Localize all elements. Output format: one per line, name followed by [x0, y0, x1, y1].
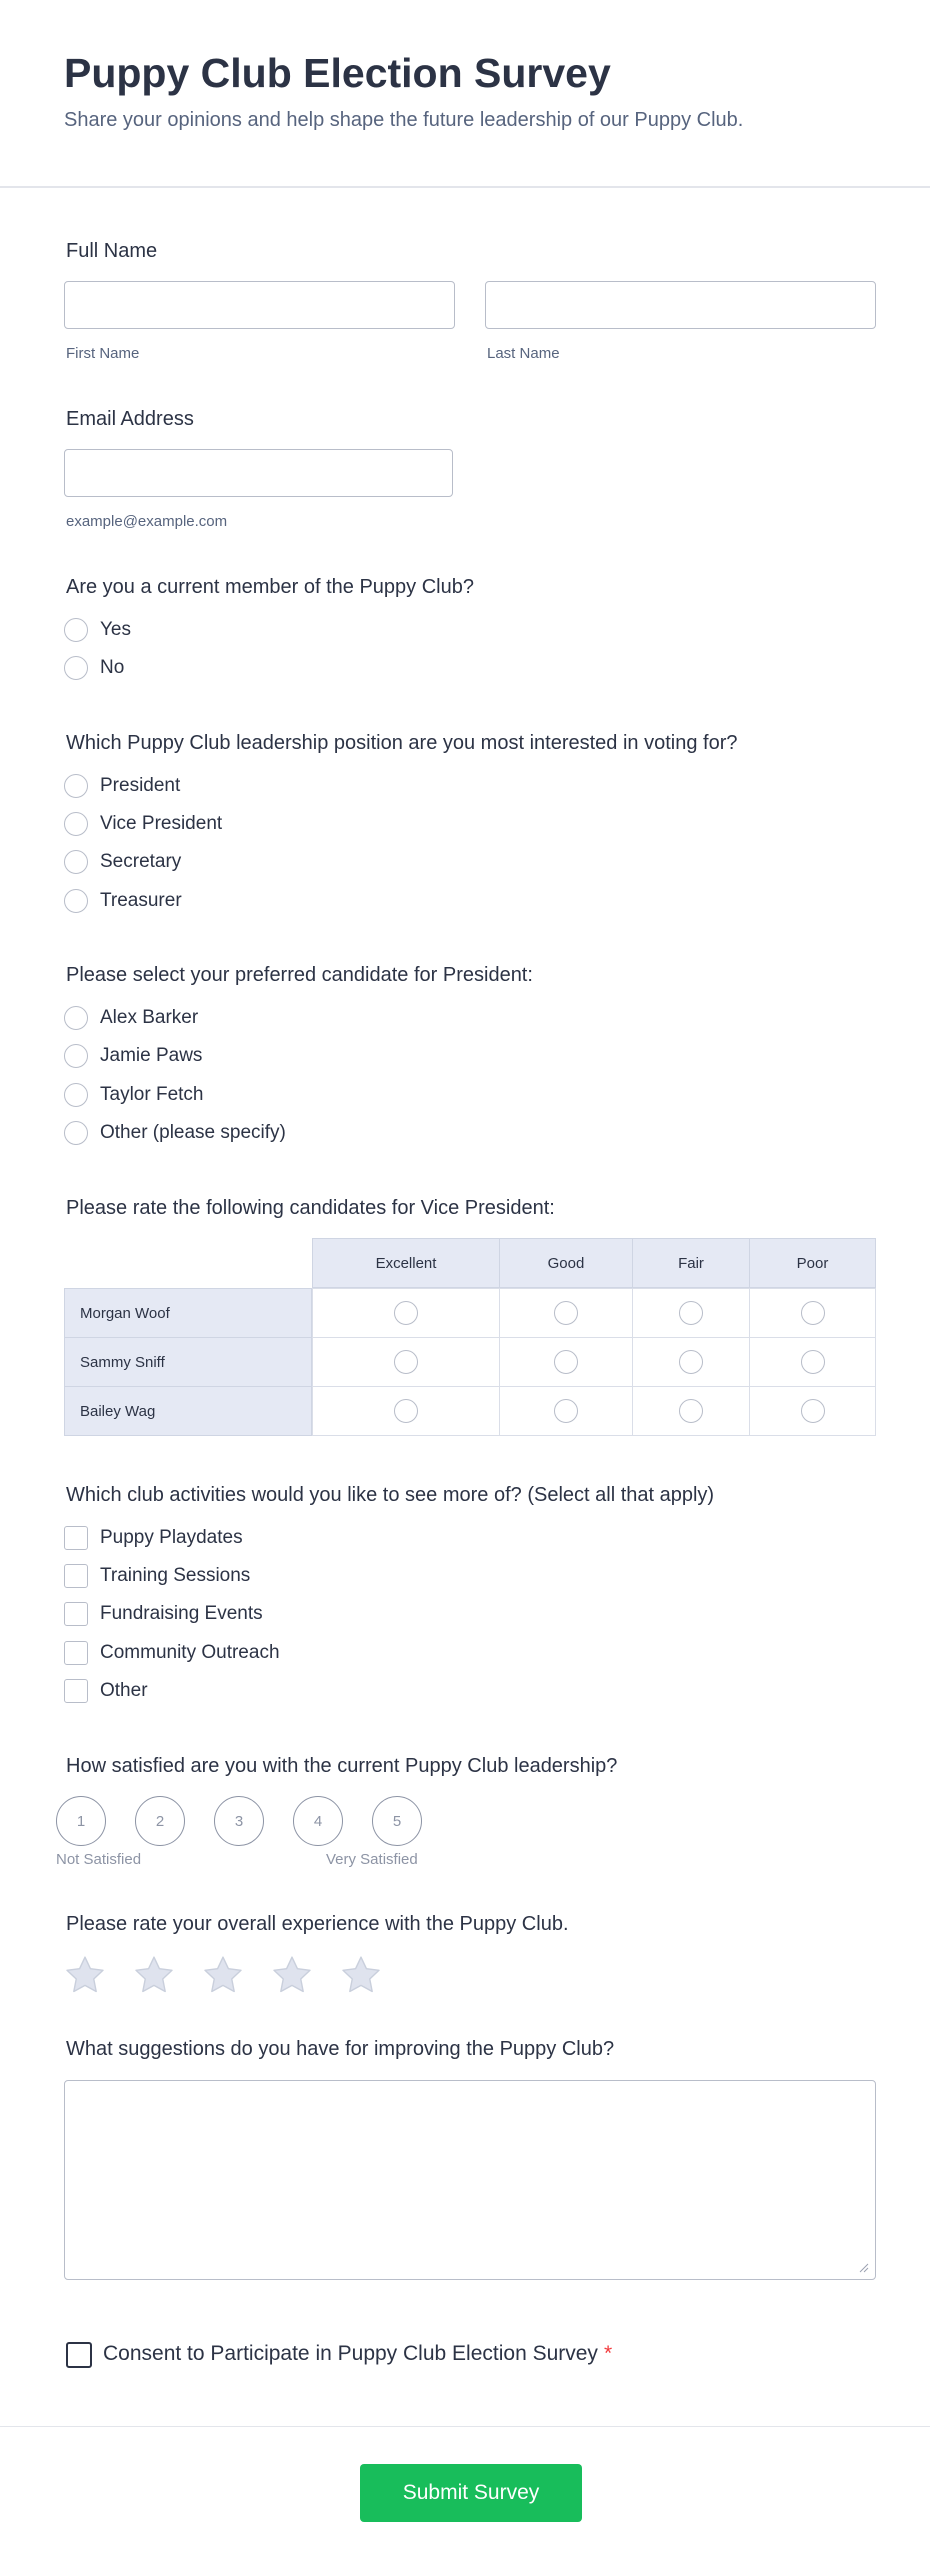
- star-icon[interactable]: [202, 1954, 244, 1996]
- radio-button[interactable]: [64, 850, 88, 874]
- matrix-column-good: Good: [499, 1238, 633, 1288]
- radio-button[interactable]: [679, 1350, 703, 1374]
- vice-president-matrix: [64, 1238, 876, 1438]
- matrix-cell: [749, 1337, 876, 1387]
- matrix-column-excellent: Excellent: [312, 1238, 500, 1288]
- activity-option-fundraising-events[interactable]: [64, 1601, 263, 1627]
- suggestions-question: What suggestions do you have for improving the Puppy Club?: [66, 2038, 615, 2060]
- matrix-cell: [499, 1288, 633, 1338]
- option-label: Jamie Paws: [100, 1045, 203, 1066]
- option-label: Training Sessions: [100, 1565, 251, 1586]
- matrix-cell: [312, 1337, 500, 1387]
- matrix-cell: [749, 1288, 876, 1338]
- option-label: Puppy Playdates: [100, 1527, 243, 1548]
- radio-button[interactable]: [394, 1350, 418, 1374]
- form-title: Puppy Club Election Survey: [64, 50, 611, 96]
- star-icon[interactable]: [64, 1954, 106, 1996]
- president-option-other[interactable]: [64, 1120, 286, 1146]
- radio-button[interactable]: [64, 1121, 88, 1145]
- checkbox[interactable]: [64, 1602, 88, 1626]
- scale-option-4[interactable]: 4: [293, 1796, 343, 1846]
- radio-button[interactable]: [64, 1083, 88, 1107]
- membership-option-no[interactable]: [64, 655, 124, 681]
- radio-button[interactable]: [64, 812, 88, 836]
- activity-option-community-outreach[interactable]: [64, 1640, 280, 1666]
- radio-button[interactable]: [64, 618, 88, 642]
- matrix-row-sammy-sniff: Sammy Sniff: [64, 1337, 312, 1387]
- president-option-jamie-paws[interactable]: [64, 1043, 202, 1069]
- star-icon[interactable]: [340, 1954, 382, 1996]
- radio-button[interactable]: [64, 889, 88, 913]
- star-icon[interactable]: [133, 1954, 175, 1996]
- radio-button[interactable]: [679, 1301, 703, 1325]
- option-label: No: [100, 657, 125, 678]
- submit-button[interactable]: Submit Survey: [360, 2464, 582, 2522]
- radio-button[interactable]: [554, 1350, 578, 1374]
- radio-button[interactable]: [801, 1399, 825, 1423]
- activity-option-puppy-playdates[interactable]: [64, 1525, 243, 1551]
- scale-option-2[interactable]: 2: [135, 1796, 185, 1846]
- matrix-cell: [632, 1288, 750, 1338]
- vice-president-question: Please rate the following candidates for Vice President:: [66, 1197, 555, 1219]
- email-sublabel: example@example.com: [66, 513, 228, 530]
- star-icon[interactable]: [271, 1954, 313, 1996]
- scale-option-1[interactable]: 1: [56, 1796, 106, 1846]
- matrix-cell: [499, 1337, 633, 1387]
- form-header: [0, 0, 930, 188]
- last-name-input[interactable]: [485, 281, 876, 329]
- activity-option-training-sessions[interactable]: [64, 1563, 250, 1589]
- consent-label: [103, 2342, 612, 2366]
- activities-question: Which club activities would you like to see more of? (Select all that apply): [66, 1484, 715, 1506]
- matrix-cell: [749, 1386, 876, 1436]
- email-label: Email Address: [66, 408, 194, 430]
- resize-handle-icon[interactable]: [859, 2263, 869, 2273]
- checkbox[interactable]: [64, 1641, 88, 1665]
- position-option-treasurer[interactable]: [64, 888, 182, 914]
- option-label: Other (please specify): [100, 1122, 286, 1143]
- consent-text: Consent to Participate in Puppy Club Election Survey: [103, 2342, 598, 2365]
- checkbox[interactable]: [64, 1526, 88, 1550]
- radio-button[interactable]: [554, 1301, 578, 1325]
- president-question: Please select your preferred candidate for President:: [66, 964, 533, 986]
- option-label: Other: [100, 1680, 148, 1701]
- option-label: Alex Barker: [100, 1007, 199, 1028]
- position-option-vice-president[interactable]: [64, 811, 222, 837]
- option-label: President: [100, 775, 181, 796]
- option-label: Community Outreach: [100, 1642, 280, 1663]
- radio-button[interactable]: [394, 1301, 418, 1325]
- matrix-cell: [632, 1386, 750, 1436]
- radio-button[interactable]: [801, 1301, 825, 1325]
- matrix-column-fair: Fair: [632, 1238, 750, 1288]
- option-label: Secretary: [100, 851, 182, 872]
- scale-option-3[interactable]: 3: [214, 1796, 264, 1846]
- scale-max-label: Very Satisfied: [326, 1851, 418, 1868]
- radio-button[interactable]: [64, 656, 88, 680]
- radio-button[interactable]: [64, 1044, 88, 1068]
- required-asterisk: *: [603, 2342, 613, 2365]
- scale-min-label: Not Satisfied: [56, 1851, 142, 1868]
- option-label: Yes: [100, 619, 131, 640]
- first-name-sublabel: First Name: [66, 345, 140, 362]
- position-question: Which Puppy Club leadership position are you most interested in voting for?: [66, 732, 738, 754]
- matrix-cell: [499, 1386, 633, 1436]
- radio-button[interactable]: [394, 1399, 418, 1423]
- last-name-sublabel: Last Name: [487, 345, 560, 362]
- radio-button[interactable]: [64, 1006, 88, 1030]
- radio-button[interactable]: [679, 1399, 703, 1423]
- satisfaction-question: How satisfied are you with the current Puppy Club leadership?: [66, 1755, 618, 1777]
- president-option-alex-barker[interactable]: [64, 1005, 198, 1031]
- option-label: Treasurer: [100, 890, 182, 911]
- matrix-cell: [312, 1386, 500, 1436]
- membership-option-yes[interactable]: [64, 617, 131, 643]
- matrix-cell: [632, 1337, 750, 1387]
- activity-option-other[interactable]: [64, 1678, 148, 1704]
- email-input[interactable]: [64, 449, 453, 497]
- option-label: Taylor Fetch: [100, 1084, 204, 1105]
- form-subtitle: Share your opinions and help shape the future leadership of our Puppy Club.: [64, 109, 744, 131]
- president-option-taylor-fetch[interactable]: [64, 1082, 203, 1108]
- option-label: Vice President: [100, 813, 223, 834]
- matrix-column-poor: Poor: [749, 1238, 876, 1288]
- position-option-president[interactable]: [64, 773, 180, 799]
- full-name-label: Full Name: [66, 240, 158, 262]
- matrix-row-morgan-woof: Morgan Woof: [64, 1288, 312, 1338]
- matrix-cell: [312, 1288, 500, 1338]
- position-option-secretary[interactable]: [64, 849, 181, 875]
- experience-question: Please rate your overall experience with the Puppy Club.: [66, 1913, 569, 1935]
- radio-button[interactable]: [554, 1399, 578, 1423]
- matrix-row-bailey-wag: Bailey Wag: [64, 1386, 312, 1436]
- checkbox[interactable]: [64, 1564, 88, 1588]
- radio-button[interactable]: [801, 1350, 825, 1374]
- checkbox[interactable]: [64, 1679, 88, 1703]
- membership-question: Are you a current member of the Puppy Club?: [66, 576, 474, 598]
- consent-checkbox[interactable]: [66, 2342, 92, 2368]
- suggestions-textarea[interactable]: [64, 2080, 876, 2280]
- scale-option-5[interactable]: 5: [372, 1796, 422, 1846]
- option-label: Fundraising Events: [100, 1603, 263, 1624]
- radio-button[interactable]: [64, 774, 88, 798]
- first-name-input[interactable]: [64, 281, 455, 329]
